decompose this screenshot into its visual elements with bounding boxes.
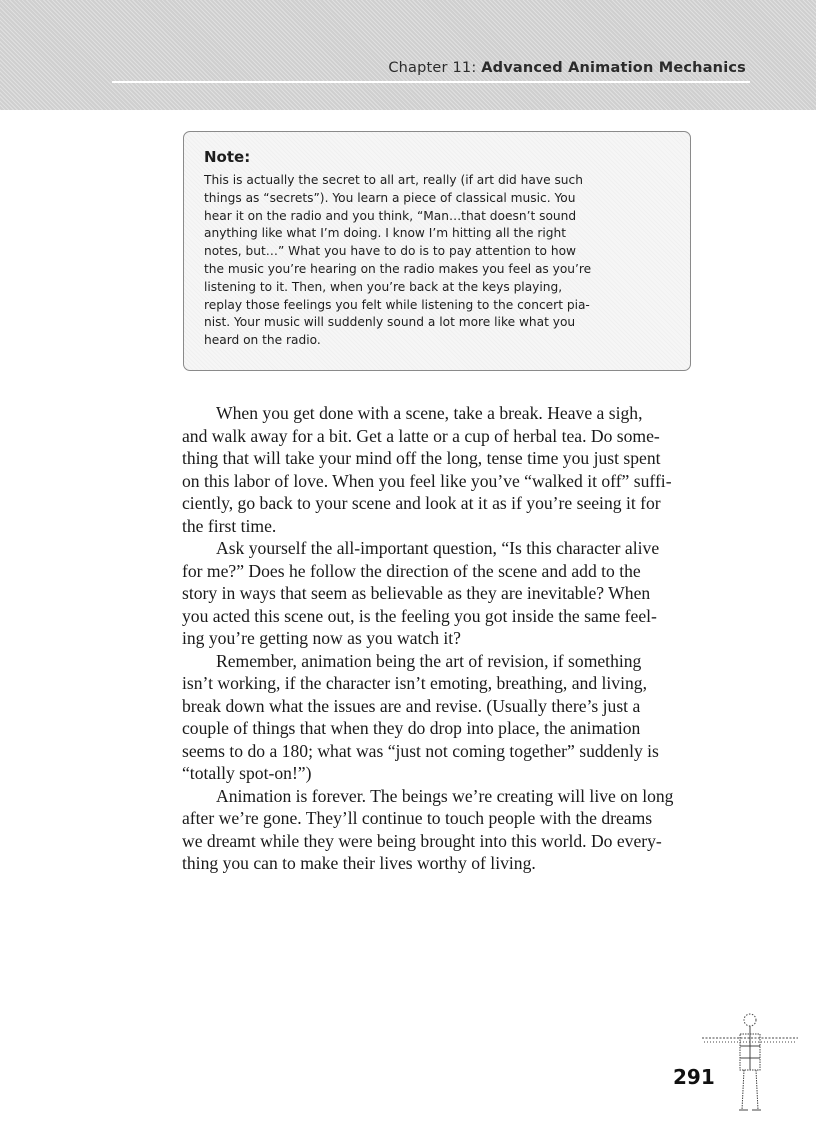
paragraph-line: seems to do a 180; what was “just not coming together” suddenly is — [182, 740, 659, 761]
note-line: replay those feelings you felt while listening to the concert pia- — [204, 297, 590, 312]
paragraph-line: after we’re gone. They’ll continue to touch people with the dreams — [182, 808, 653, 828]
chapter-name: Advanced Animation Mechanics — [481, 60, 746, 76]
paragraph-line: story in ways that seem as believable as they are inevitable? When — [182, 583, 651, 603]
header-rule — [112, 81, 750, 83]
paragraph-line: isn’t working, if the character isn’t emoting, breathing, and living, — [182, 673, 647, 693]
note-line: hear it on the radio and you think, “Man…that doesn’t sound — [204, 208, 577, 223]
paragraph-line: “totally spot-on!”) — [182, 763, 312, 783]
paragraph-line: Ask yourself the all-important question, “Is this character alive — [216, 538, 660, 558]
paragraph-line: the first time. — [182, 515, 277, 536]
wireframe-figure-icon — [700, 1010, 800, 1115]
running-header — [0, 0, 816, 110]
paragraph-line: Remember, animation being the art of revision, if something — [216, 650, 642, 671]
paragraph-line: ciently, go back to your scene and look at it as if you’re seeing it for — [182, 493, 661, 513]
paragraph-line: Animation is forever. The beings we’re creating will live on long — [216, 785, 674, 806]
note-line: the music you’re hearing on the radio makes you feel as you’re — [204, 261, 592, 276]
note-box — [183, 131, 691, 371]
paragraph-line: couple of things that when they do drop into place, the animation — [182, 718, 641, 738]
chapter-label: Chapter 11: — [388, 60, 477, 76]
paragraph-line: ing you’re getting now as you watch it? — [182, 628, 461, 648]
paragraph-line: thing that will take your mind off the long, tense time you just spent — [182, 448, 661, 468]
page-number: 291 — [673, 1065, 715, 1089]
paragraph-line: on this labor of love. When you feel like you’ve “walked it off” suffi- — [182, 470, 672, 491]
paragraph-line: for me?” Does he follow the direction of the scene and add to the — [182, 560, 641, 581]
note-line: things as “secrets”). You learn a piece of classical music. You — [204, 190, 576, 205]
paragraph-line: thing you can to make their lives worthy of living. — [182, 853, 536, 873]
body-text — [182, 402, 762, 875]
note-line: This is actually the secret to all art, really (if art did have such — [204, 173, 583, 187]
note-line: nist. Your music will suddenly sound a lot more like what you — [204, 315, 576, 330]
chapter-title — [388, 60, 746, 76]
paragraph-line: we dreamt while they were being brought into this world. Do every- — [182, 830, 662, 851]
paragraph-line: you acted this scene out, is the feeling you got inside the same feel- — [182, 605, 657, 626]
note-title: Note: — [204, 148, 251, 166]
note-line: heard on the radio. — [204, 333, 321, 348]
note-line: anything like what I’m doing. I know I’m hitting all the right — [204, 226, 566, 241]
paragraph-line: When you get done with a scene, take a break. Heave a sigh, — [216, 403, 643, 423]
note-line: listening to it. Then, when you’re back at the keys playing, — [204, 279, 563, 294]
paragraph-line: break down what the issues are and revise. (Usually there’s just a — [182, 695, 641, 716]
paragraph-line: and walk away for a bit. Get a latte or a cup of herbal tea. Do some- — [182, 425, 660, 446]
note-line: notes, but…” What you have to do is to pay attention to how — [204, 244, 577, 259]
